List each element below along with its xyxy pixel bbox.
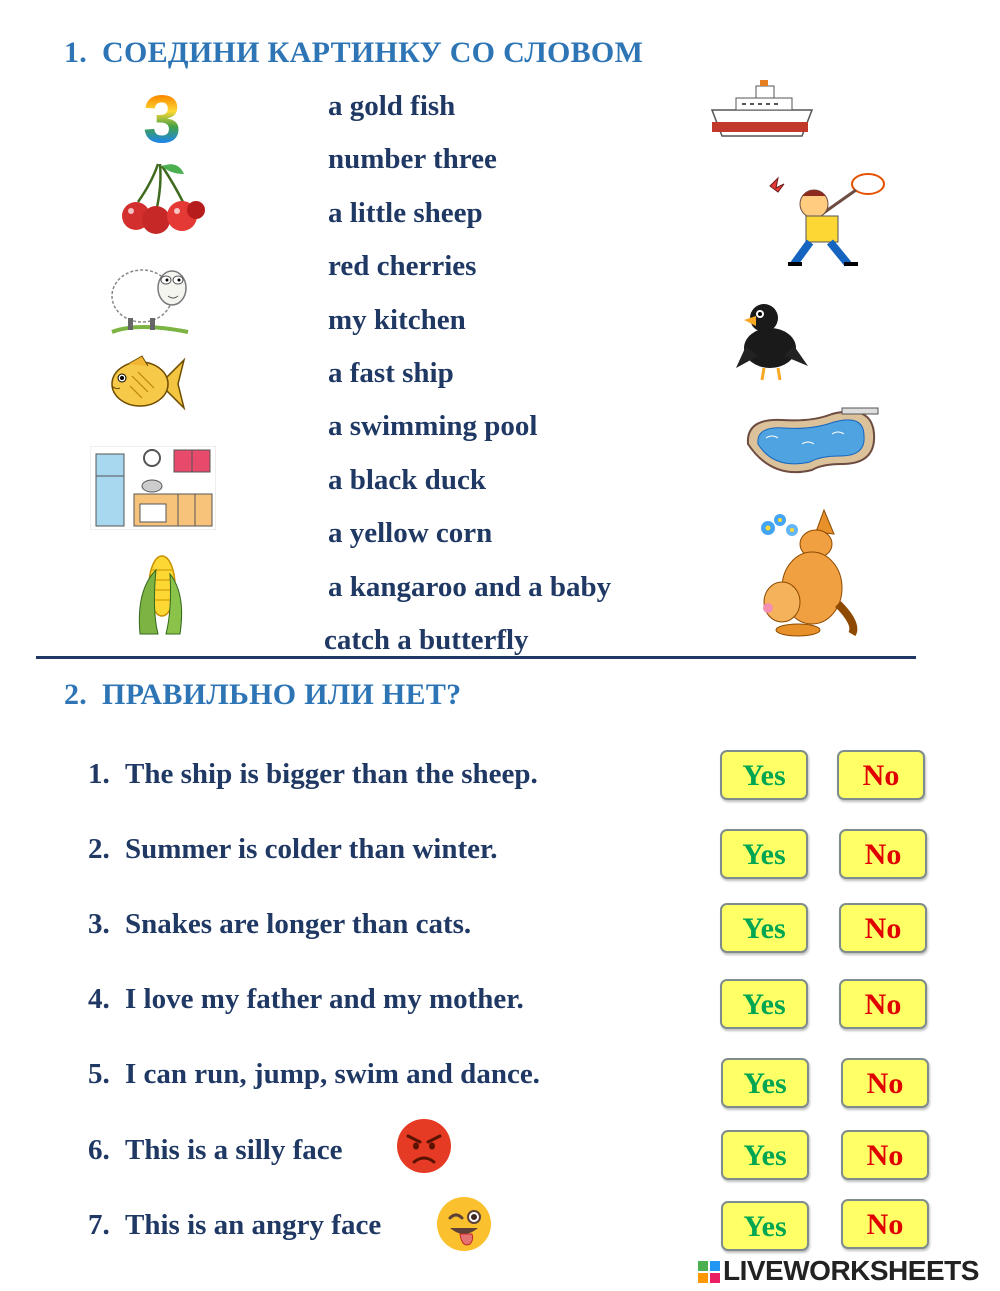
question-7: [88, 1209, 381, 1242]
question-1-text: The ship is bigger than the sheep.: [125, 758, 538, 790]
q2-no-button[interactable]: No: [839, 829, 927, 879]
question-3-text: Snakes are longer than cats.: [125, 908, 472, 940]
question-2-number: 2.: [88, 833, 110, 865]
liveworksheets-logo: [698, 1255, 979, 1287]
word-gold-fish[interactable]: a gold fish: [328, 90, 456, 122]
question-4-text: I love my father and my mother.: [125, 983, 524, 1015]
section-2-heading: ПРАВИЛЬНО ИЛИ НЕТ?: [102, 678, 462, 711]
liveworksheets-logo-text: LIVEWORKSHEETS: [723, 1255, 979, 1286]
question-4: [88, 983, 524, 1016]
silly-face-icon: [436, 1196, 492, 1252]
q5-yes-button[interactable]: Yes: [721, 1058, 809, 1108]
kitchen-picture[interactable]: [90, 446, 216, 530]
word-catch-butterfly[interactable]: catch a butterfly: [324, 624, 529, 656]
white-sheep-picture[interactable]: [108, 252, 192, 336]
question-3: [88, 908, 471, 941]
word-black-duck[interactable]: a black duck: [328, 464, 486, 496]
question-2-text: Summer is colder than winter.: [125, 833, 498, 865]
q6-yes-button[interactable]: Yes: [721, 1130, 809, 1180]
question-6-text: This is a silly face: [125, 1134, 343, 1166]
question-5-number: 5.: [88, 1058, 110, 1090]
section-1-title: [64, 36, 643, 70]
q5-no-button[interactable]: No: [841, 1058, 929, 1108]
question-7-text: This is an angry face: [125, 1209, 382, 1241]
rainbow-number-three-picture[interactable]: [136, 86, 188, 148]
q3-no-button[interactable]: No: [839, 903, 927, 953]
question-3-number: 3.: [88, 908, 110, 940]
question-7-number: 7.: [88, 1209, 110, 1241]
word-kangaroo-baby[interactable]: a kangaroo and a baby: [328, 571, 612, 603]
gold-fish-picture[interactable]: [108, 352, 186, 416]
red-cherries-picture[interactable]: [118, 160, 206, 236]
q4-yes-button[interactable]: Yes: [720, 979, 808, 1029]
black-duck-picture[interactable]: [734, 296, 810, 382]
word-swimming-pool[interactable]: a swimming pool: [328, 410, 538, 442]
question-6: [88, 1134, 343, 1167]
word-red-cherries[interactable]: red cherries: [328, 250, 477, 282]
question-6-number: 6.: [88, 1134, 110, 1166]
question-4-number: 4.: [88, 983, 110, 1015]
boy-catching-butterfly-picture[interactable]: [764, 168, 888, 270]
question-1-number: 1.: [88, 758, 110, 790]
word-little-sheep[interactable]: a little sheep: [328, 197, 483, 229]
q6-no-button[interactable]: No: [841, 1130, 929, 1180]
q3-yes-button[interactable]: Yes: [720, 903, 808, 953]
question-2: [88, 833, 497, 866]
kangaroo-with-baby-picture[interactable]: [754, 504, 858, 638]
section-2-title: [64, 678, 461, 712]
yellow-corn-picture[interactable]: [130, 550, 190, 636]
q1-no-button[interactable]: No: [837, 750, 925, 800]
q1-yes-button[interactable]: Yes: [720, 750, 808, 800]
word-my-kitchen[interactable]: my kitchen: [328, 304, 466, 336]
section-2-number: 2.: [64, 678, 88, 711]
angry-face-icon: [396, 1118, 452, 1174]
q2-yes-button[interactable]: Yes: [720, 829, 808, 879]
section-1-number: 1.: [64, 36, 88, 69]
word-number-three[interactable]: number three: [328, 143, 497, 175]
q7-yes-button[interactable]: Yes: [721, 1201, 809, 1251]
word-fast-ship[interactable]: a fast ship: [328, 357, 454, 389]
q4-no-button[interactable]: No: [839, 979, 927, 1029]
section-divider: [36, 656, 916, 659]
q7-no-button[interactable]: No: [841, 1199, 929, 1249]
swimming-pool-picture[interactable]: [742, 404, 882, 478]
word-yellow-corn[interactable]: a yellow corn: [328, 517, 493, 549]
liveworksheets-logo-icon: [698, 1258, 720, 1280]
question-5-text: I can run, jump, swim and dance.: [125, 1058, 540, 1090]
section-1-heading: СОЕДИНИ КАРТИНКУ СО СЛОВОМ: [102, 36, 644, 69]
ship-picture[interactable]: [708, 80, 816, 142]
svg-text:3: 3: [143, 86, 181, 148]
question-1: [88, 758, 538, 791]
question-5: [88, 1058, 540, 1091]
